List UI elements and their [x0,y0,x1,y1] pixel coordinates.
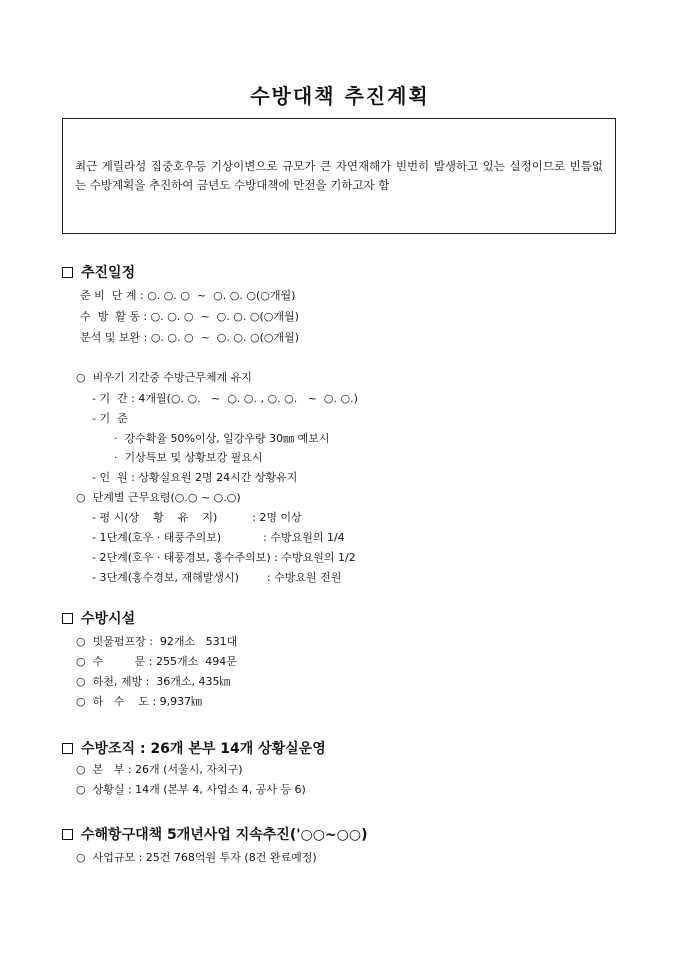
square-bullet-icon [62,613,73,624]
duty-title: ○ 비우기 기간중 수방근무체계 유지 [76,371,252,384]
stage-line: 준 비 단 계 : ○. ○. ○ ~ ○. ○. ○(○개월) [80,289,296,302]
facility-item: ○ 하 수 도 : 9,937㎞ [76,695,203,708]
square-bullet-icon [62,743,73,754]
facility-item: ○ 빗물펌프장 : 92개소 531대 [76,635,238,648]
level-line: - 평 시(상 황 유 지) : 2명 이상 [92,511,302,524]
stage-duty-title: ○ 단계별 근무요령(○.○ ~ ○.○) [76,491,241,504]
section-schedule-heading [62,262,135,282]
level-line: - 3단계(홍수경보, 재해발생시) : 수방요원 전원 [92,571,342,584]
stage-line: 분석 및 보완 : ○. ○. ○ ~ ○. ○. ○(○개월) [80,331,300,344]
facility-item: ○ 수 문 : 255개소 494문 [76,655,237,668]
summary-box [62,118,616,234]
section-title: 수방조직 : 26개 본부 14개 상황실운영 [81,741,326,757]
section-title: 수방시설 [81,611,136,627]
organization-item: ○ 본 부 : 26개 (서울시, 자치구) [76,763,243,776]
summary-text: 최근 게릴라성 집중호우등 기상이변으로 규모가 큰 자연재해가 빈번히 발생하고 있는 실정이므로 빈틈없는 수방계획을 추진하여 금년도 수방대책에 만전을 기하고자 함 [75,159,603,192]
square-bullet-icon [62,829,73,840]
stage-line: 수 방 활 동 : ○. ○. ○ ~ ○. ○. ○(○개월) [80,310,299,323]
section-organization-heading [62,738,326,758]
section-facilities-heading [62,608,135,628]
organization-item: ○ 상황실 : 14개 (본부 4, 사업소 4, 공사 등 6) [76,783,306,796]
criteria-item: · 기상특보 및 상황보강 필요시 [114,451,263,464]
staff-line: - 인 원 : 상황실요원 2명 24시간 상황유지 [92,471,298,484]
square-bullet-icon [62,267,73,278]
level-line: - 2단계(호우 · 태풍경보, 홍수주의보) : 수방요원의 1/2 [92,551,356,564]
section-project-heading [62,824,368,844]
period-line: - 기 간 : 4개월(○. ○. ~ ○. ○. , ○. ○. ~ ○. ○.) [92,392,358,405]
section-title: 수해항구대책 5개년사업 지속추진('○○~○○) [81,827,368,843]
project-item: ○ 사업규모 : 25건 768억원 투자 (8건 완료예정) [76,851,317,864]
section-title: 추진일정 [81,265,136,281]
criteria-item: · 강수확율 50%이상, 일강우량 30㎜ 예보시 [114,432,330,445]
criteria-label: - 기 준 [92,412,128,425]
level-line: - 1단계(호우 · 태풍주의보) : 수방요원의 1/4 [92,531,345,544]
page-title: 수방대책 추진계획 [250,84,430,108]
facility-item: ○ 하천, 제방 : 36개소, 435㎞ [76,675,231,688]
